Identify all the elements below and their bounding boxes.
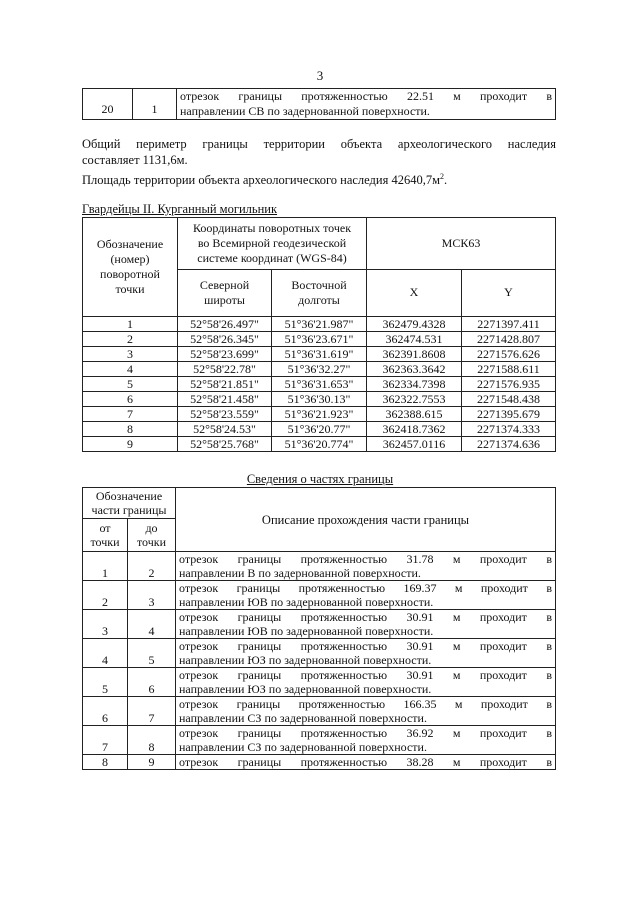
table-row [83,639,556,668]
x-header: X [367,269,462,316]
header-text: точки [90,535,120,549]
cell-y: 2271374.333 [462,422,556,437]
to-point-cell: 6 [128,668,176,697]
cell-lat: 52°58'26.497" [178,317,272,332]
table-row [83,407,556,422]
description-line-1: отрезок границы протяженностью 38.28 м проходит в [179,755,552,769]
table-row [83,377,556,392]
boundary-parts-table [82,487,556,770]
from-point-cell: 8 [83,755,128,770]
cell-lon: 51°36'31.619" [272,347,367,362]
table-row [83,552,556,581]
cell-n: 1 [83,317,178,332]
from-point-cell: 3 [83,610,128,639]
cell-y: 2271374.636 [462,437,556,452]
description-cell [176,552,556,581]
header-text: системе координат (WGS-84) [197,250,347,265]
description-line-2: направлении ЮЗ по задернованной поверхности. [179,653,432,667]
section-title: Гвардейцы II. Курганный могильник [82,202,278,216]
table-row [83,392,556,407]
from-point-cell: 1 [83,552,128,581]
header-text: Обозначение [95,489,163,503]
table-row [83,347,556,362]
description-line-2: направлении В по задернованной поверхности. [179,566,421,580]
from-point-value: 20 [101,102,114,116]
cell-x: 362363.3642 [367,362,462,377]
to-header [128,519,176,552]
cell-y: 2271576.626 [462,347,556,362]
cell-y: 2271428.807 [462,332,556,347]
table-row [83,726,556,755]
to-point-cell: 2 [128,552,176,581]
area-superscript: 2 [440,172,444,181]
header-text: точки [136,535,167,549]
cell-y: 2271576.935 [462,377,556,392]
carryover-boundary-table [82,88,556,120]
header-text: во Всемирной геодезической [197,235,347,250]
header-text: долготы [298,292,340,307]
description-line-1: отрезок границы протяженностью 30.91 м проходит в [179,668,552,682]
y-header: Y [462,269,556,316]
perimeter-paragraph [82,136,556,168]
cell-n: 3 [83,347,178,362]
header-text: поворотной [100,267,160,281]
cell-n: 7 [83,407,178,422]
description-line-2: направлении ЮЗ по задернованной поверхности. [179,682,432,696]
description-line-2: направлении СЗ по задернованной поверхности. [179,740,427,754]
cell-lat: 52°58'26.345" [178,332,272,347]
from-point-cell: 2 [83,581,128,610]
description-cell [176,697,556,726]
cell-y: 2271588.611 [462,362,556,377]
to-point-cell: 3 [128,581,176,610]
description-line-1: отрезок границы протяженностью 30.91 м проходит в [179,639,552,653]
cell-lon: 51°36'23.671" [272,332,367,347]
from-point-cell: 4 [83,639,128,668]
table-row [83,755,556,770]
description-line-1: отрезок границы протяженностью 166.35 м проходит в [179,697,552,711]
description-cell [176,726,556,755]
cell-x: 362334.7398 [367,377,462,392]
to-point-cell: 4 [128,610,176,639]
to-point-cell: 5 [128,639,176,668]
description-line-2: направлении ЮВ по задернованной поверхности. [179,624,434,638]
coordinates-table [82,217,556,452]
cell-lon: 51°36'30.13" [272,392,367,407]
area-paragraph [82,169,556,188]
description-line-2: направлении ЮВ по задернованной поверхности. [179,595,434,609]
cell-lat: 52°58'21.458" [178,392,272,407]
designation-header [83,488,176,519]
perimeter-line-2: составляет 1131,6м. [82,153,188,167]
east-header [272,269,367,316]
parts-caption: Сведения о частях границы [246,472,394,486]
description-cell [176,668,556,697]
coordinates-body [83,317,556,452]
perimeter-line-1: Общий периметр границы территории объекта археологического наследия [82,137,556,151]
cell-lon: 51°36'32.27" [272,362,367,377]
cell-n: 4 [83,362,178,377]
to-point-cell [133,89,177,120]
to-point-cell: 9 [128,755,176,770]
cell-lat: 52°58'25.768" [178,437,272,452]
from-point-cell: 5 [83,668,128,697]
msk-header: МСК63 [367,218,556,270]
table-row [83,362,556,377]
cell-y: 2271548.438 [462,392,556,407]
header-text: широты [204,292,245,307]
description-line-2: направлении СЗ по задернованной поверхности. [179,711,427,725]
cell-n: 2 [83,332,178,347]
description-cell [176,581,556,610]
from-point-cell: 6 [83,697,128,726]
table-row [83,422,556,437]
area-text: Площадь территории объекта археологического наследия 42640,7м [82,173,440,188]
description-cell [177,89,556,120]
description-line-1: отрезок границы протяженностью 36.92 м проходит в [179,726,552,740]
cell-lon: 51°36'21.987" [272,317,367,332]
table-row [83,668,556,697]
cell-x: 362391.8608 [367,347,462,362]
cell-n: 9 [83,437,178,452]
cell-lat: 52°58'22.78" [178,362,272,377]
table-header-row [83,488,556,519]
cell-x: 362474.531 [367,332,462,347]
description-header: Описание прохождения части границы [176,488,556,552]
page-number: 3 [316,68,324,83]
cell-n: 6 [83,392,178,407]
cell-x: 362322.7553 [367,392,462,407]
header-text: Обозначение [96,237,164,251]
description-cell [176,639,556,668]
description-line-1: отрезок границы протяженностью 169.37 м проходит в [179,581,552,595]
table-row [83,332,556,347]
wgs-header [178,218,367,270]
header-text: Восточной [291,277,347,292]
cell-n: 8 [83,422,178,437]
from-point-cell [83,89,133,120]
from-point-cell: 7 [83,726,128,755]
cell-lon: 51°36'31.653" [272,377,367,392]
table-row [83,697,556,726]
cell-lat: 52°58'23.699" [178,347,272,362]
description-line-1: отрезок границы протяженностью 31.78 м проходит в [179,552,552,566]
header-text: Координаты поворотных точек [192,220,352,235]
cell-y: 2271397.411 [462,317,556,332]
cell-y: 2271395.679 [462,407,556,422]
cell-x: 362479.4328 [367,317,462,332]
table-row [83,437,556,452]
area-tail: . [444,173,448,188]
description-cell [176,755,556,770]
to-point-cell: 7 [128,697,176,726]
description-line-1: отрезок границы протяженностью 30.91 м проходит в [179,610,552,624]
cell-lon: 51°36'21.923" [272,407,367,422]
table-row [83,581,556,610]
header-text: Северной [199,277,250,292]
cell-x: 362457.0116 [367,437,462,452]
description-cell [176,610,556,639]
header-text: до [145,521,158,535]
cell-lon: 51°36'20.77" [272,422,367,437]
north-header [178,269,272,316]
cell-lat: 52°58'21.851" [178,377,272,392]
cell-n: 5 [83,377,178,392]
header-text: (номер) [110,252,150,266]
cell-x: 362418.7362 [367,422,462,437]
cell-lon: 51°36'20.774" [272,437,367,452]
from-header [83,519,128,552]
cell-lat: 52°58'23.559" [178,407,272,422]
table-row [83,317,556,332]
header-text: точки [115,282,145,296]
description-line-2: направлении СВ по задернованной поверхности. [180,104,430,118]
table-row [83,610,556,639]
to-point-cell: 8 [128,726,176,755]
parts-body [83,552,556,770]
table-header-row [83,218,556,270]
header-text: части границы [91,503,167,517]
cell-x: 362388.615 [367,407,462,422]
to-point-value: 1 [151,102,158,116]
designation-header [83,218,178,317]
header-text: от [99,521,111,535]
cell-lat: 52°58'24.53" [178,422,272,437]
description-line-1: отрезок границы протяженностью 22.51 м проходит в [180,89,552,103]
